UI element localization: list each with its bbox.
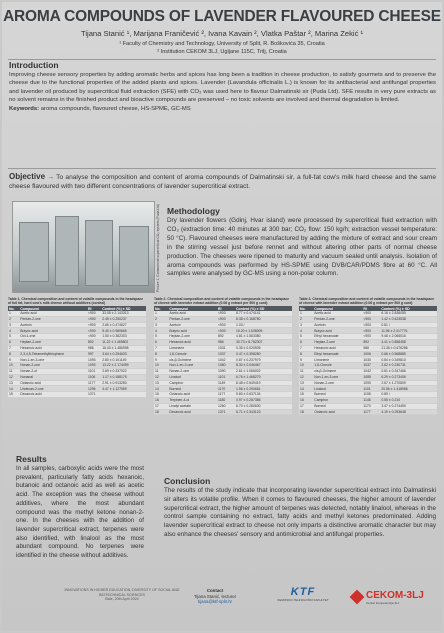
table-cell: 986: [87, 345, 101, 351]
table-cell: Nonan-2-one: [168, 368, 217, 374]
table-cell: Ethyl hexanoate: [313, 334, 362, 340]
table-cell: <900: [362, 316, 380, 322]
table-cell: Non-1-en-3-one: [19, 357, 87, 363]
ktf-logo-mark: KTF: [290, 586, 316, 598]
table-cell: 5: [8, 334, 19, 340]
table-cell: 892: [87, 339, 101, 345]
table-cell: 14: [154, 386, 168, 392]
photo-vessel: [85, 220, 113, 286]
table-cell: 7: [154, 345, 168, 351]
table-cell: 13: [299, 380, 313, 386]
introduction-text: [9, 71, 436, 113]
table-cell: 8.77 ± 0.474141: [235, 311, 292, 316]
table-cell: 8: [299, 351, 313, 357]
cekom-logo-mark: CEKOM-3LJ: [366, 590, 424, 601]
cekom-logo: [348, 588, 428, 608]
table-cell: 3.64 ± 0.254633: [101, 351, 146, 357]
divider: [8, 168, 436, 169]
table-cell: 0.61 ± 0.347466: [380, 368, 437, 374]
table-cell: 1: [8, 311, 19, 316]
table-cell: 1030: [362, 357, 380, 363]
authors: Tijana Stanić ¹, Marijana Franičević ², Ivana Kavain ², Vlatka Paštar ², Marina Zekić ¹: [80, 29, 364, 38]
table-cell: 1177: [362, 409, 380, 415]
table-cell: Heptan-2-one: [168, 334, 217, 340]
table-row: [8, 392, 146, 398]
table-cell: 1.42 ± 0.423538: [380, 316, 437, 322]
table-cell: 1177: [87, 380, 101, 386]
table-cell: Butyric acid: [19, 328, 87, 334]
table-cell: Octanoic acid: [168, 392, 217, 398]
table-cell: 0.66 ± 0.568885: [380, 351, 437, 357]
table-cell: 1.56 ± 0.290651: [235, 386, 292, 392]
table-cell: 9.46 ± 2.066016: [380, 334, 437, 340]
cekom-logo-icon: [350, 590, 365, 605]
table-cell: <900: [362, 334, 380, 340]
table-cell: 1180: [217, 397, 235, 403]
methodology-heading: Methodology: [167, 206, 220, 216]
table-cell: 0.97 ± 0.287386: [235, 397, 292, 403]
table-cell: 1090: [217, 368, 235, 374]
table-cell: 11: [8, 368, 19, 374]
table-cell: Hexanoic acid: [313, 345, 362, 351]
table-cell: 6.29 ± 0.273406: [380, 374, 437, 380]
table-cell: 14: [299, 386, 313, 392]
table-cell: 1037: [362, 363, 380, 369]
table-cell: 986: [362, 345, 380, 351]
table-cell: Terpinen-4-ol: [168, 397, 217, 403]
objective-heading: Objective: [9, 172, 46, 181]
table-cell: Nonan-2-one: [313, 380, 362, 386]
table-cell: 1371: [217, 409, 235, 415]
table-cell: 1260: [217, 403, 235, 409]
table-cell: 2.91 ± 0.913283: [101, 380, 146, 386]
table-cell: Borneol: [313, 392, 362, 398]
objective: [9, 172, 436, 191]
table-header-cell: Content (%) ± SD: [101, 306, 146, 311]
table-cell: 6.71 ± 0.343123: [235, 409, 292, 415]
table-cell: 892: [362, 339, 380, 345]
table-cell: 1,8-Cineole: [168, 351, 217, 357]
extraction-system-photo: [12, 201, 155, 293]
table-cell: 21.36 ± 0.676286: [380, 345, 437, 351]
photo-vessel: [119, 226, 149, 286]
table-cell: 3: [8, 322, 19, 328]
table-cell: 2: [299, 316, 313, 322]
table-cell: 997: [87, 351, 101, 357]
table-header-cell: Compound: [19, 306, 87, 311]
table-cell: 1.03 /: [235, 322, 292, 328]
table-cell: <900: [362, 311, 380, 316]
table-cell: Decanoic acid: [168, 409, 217, 415]
table-cell: 20.56 ± 1.418986: [380, 386, 437, 392]
table-header-cell: Compound: [168, 306, 217, 311]
table-caption: Table 3. Chemical composition and content of volatile compounds in the headspace of cheese with lavender extract addition (0.06 g extract per 500 g curd): [299, 297, 435, 305]
table-cell: 0.81 /: [380, 322, 437, 328]
table-cell: 10: [154, 363, 168, 369]
table-cell: 0.84 ± 0.349810: [380, 357, 437, 363]
table-cell: 1177: [217, 392, 235, 398]
table-caption: Table 2. Chemical composition and content of volatile compounds in the headspace of cheese with lavender extract addition (0.06 g extract per 500 g curd): [154, 297, 290, 305]
table-cell: 15: [299, 392, 313, 398]
table-cell: 5: [299, 334, 313, 340]
table-cell: 3: [154, 322, 168, 328]
table-cell: Linalyl acetate: [168, 403, 217, 409]
table-cell: 11: [154, 368, 168, 374]
table-cell: Pentan-2-one: [19, 316, 87, 322]
table-cell: 13: [8, 380, 19, 386]
table-cell: Acetic acid: [168, 311, 217, 316]
keywords: aroma compounds, flavoured cheese, HS-SPME, GC-MS: [40, 105, 191, 112]
table-cell: 4.81 ± 1.563380: [235, 334, 292, 340]
table-cell: 6.16 ± 2.838055: [380, 311, 437, 316]
table-cell: Non-1-en-3-one: [168, 363, 217, 369]
table-cell: 4.47 ± 1.127959: [101, 386, 146, 392]
table-cell: 8: [8, 351, 19, 357]
table-cell: Hexanoic acid: [19, 345, 87, 351]
table-cell: Acetoin: [313, 322, 362, 328]
table-cell: 1.50 ± 0.382303: [101, 334, 146, 340]
table-cell: Limonene: [313, 357, 362, 363]
table-cell: 1: [154, 311, 168, 316]
table-cell: 12: [8, 374, 19, 380]
table-cell: <900: [217, 328, 235, 334]
table-cell: 4.41 ± 0.858458: [380, 339, 437, 345]
table-cell: [101, 392, 146, 398]
table-cell: Decanoic acid: [19, 392, 87, 398]
table-cell: 6.76 ± 1.468279: [235, 374, 292, 380]
event-date: Bale, 20th April 2024: [105, 597, 139, 602]
table-header-cell: No.: [299, 306, 313, 311]
table-cell: 8: [154, 351, 168, 357]
table-caption: Table 1. Chemical composition and content of volatile compounds in the headspace of full fat, hard cow's milk cheese without additives (control): [8, 297, 144, 305]
table-cell: Camphor: [313, 397, 362, 403]
table-row: [154, 409, 292, 415]
table-cell: 1037: [217, 351, 235, 357]
results-heading: Results: [16, 454, 47, 464]
data-table: [154, 306, 292, 415]
table-cell: 16.43 ± 1.486998: [101, 345, 146, 351]
table-cell: 1042: [362, 368, 380, 374]
poster-title: AROMA COMPOUNDS OF LAVENDER FLAVOURED CHEESE: [3, 8, 441, 25]
methodology-text: Dry lavender flowers (Gdinj, Hvar island) were processed by supercritical fluid extraction with CO₂ (extraction time: 40 minutes at 300 bar; CO₂ flow: 150 kg/h; extraction vessel temperature: 50 °C). Flavoured cheeses were manufactured by adding the mixture of extract and sour cream in the stirring vessel just before rennet and without altering other parts of normal cheese production. The cheeses were ripened to maturity and vacuum sealed until analysis. Isolation of aroma compounds was performed by HS-SPME using DVB/CAR/PDMS fibre at 60 °C. All samples were analysed by GC-MS using a non-polar column.: [167, 217, 437, 278]
table-cell: 9.80 ± 0.637134: [235, 392, 292, 398]
table-cell: 16: [154, 397, 168, 403]
table-header-cell: RI: [217, 306, 235, 311]
table-cell: 4: [154, 328, 168, 334]
table-cell: 6: [299, 339, 313, 345]
table-cell: Hexanoic acid: [168, 339, 217, 345]
table-cell: <900: [217, 322, 235, 328]
table-cell: cis-β-Ocimene: [313, 368, 362, 374]
objective-text: → To analyse the composition and content of aroma compounds of Dalmatinski sir, a full-fat cow's milk hard cheese and the same cheese flavoured with two different concentrations of lavender supercritical extract.: [9, 174, 436, 190]
table-cell: 9.40 ± 0.980665: [101, 328, 146, 334]
poster: [2, 2, 442, 631]
table-row: [299, 409, 437, 415]
table-cell: 2: [154, 316, 168, 322]
table-cell: Heptan-2-one: [19, 339, 87, 345]
table-cell: Limonene: [168, 345, 217, 351]
table-cell: 9: [8, 357, 19, 363]
table-cell: 8.48 ± 0.549419: [235, 380, 292, 386]
table-cell: 1006: [362, 351, 380, 357]
table-cell: 4: [8, 328, 19, 334]
table-cell: Linalool: [313, 386, 362, 392]
table-cell: <900: [87, 322, 101, 328]
table-cell: 16: [299, 397, 313, 403]
table-cell: <900: [87, 328, 101, 334]
table-cell: 1093: [87, 357, 101, 363]
table-cell: 0.87 ± 0.237979: [235, 357, 292, 363]
table-cell: 1101: [217, 374, 235, 380]
table-cell: 11.22 ± 1.469802: [101, 339, 146, 345]
table-header-cell: No.: [8, 306, 19, 311]
table-cell: 2.67 ± 1.270809: [380, 380, 437, 386]
table-cell: 10: [299, 363, 313, 369]
table-cell: 1090: [362, 380, 380, 386]
table-cell: 12: [154, 374, 168, 380]
table-cell: Borneol: [168, 386, 217, 392]
affiliation-2: ² Institution CEKOM 3LJ, Ugljane 115C, Trilj, Croatia: [157, 49, 287, 55]
table-cell: Nonan-2-ol: [19, 368, 87, 374]
table-cell: 1080: [217, 363, 235, 369]
table-cell: cis-β-Ocimene: [168, 357, 217, 363]
table-cell: Oct-1-ene: [19, 334, 87, 340]
table-cell: 892: [217, 334, 235, 340]
table-cell: 1170: [362, 403, 380, 409]
table-cell: 33.08 ± 2.143313: [101, 311, 146, 316]
table-cell: 1146: [362, 397, 380, 403]
table-cell: 7: [8, 345, 19, 351]
table-cell: 1093: [87, 363, 101, 369]
table-cell: 1295: [87, 386, 101, 392]
divider: [8, 59, 436, 60]
ktf-logo-subtitle: KEMIJSKO-TEHNOLOŠKI FAKULTET: [277, 598, 329, 602]
affiliation-1: ¹ Faculty of Chemistry and Technology, University of Split, R. Boškovića 35, Croatia: [119, 41, 325, 47]
table-cell: 1371: [87, 392, 101, 398]
table-cell: Butyric acid: [168, 328, 217, 334]
table-2: [154, 297, 292, 415]
data-table: [299, 306, 437, 415]
table-header-cell: Compound: [313, 306, 362, 311]
table-cell: Octanoic acid: [19, 380, 87, 386]
table-cell: Undecan-2-one: [19, 386, 87, 392]
conclusion-text: The results of the study indicate that incorporating lavender supercritical extract into Dalmatinski sir alters its volatile profile. When it comes to flavoured cheeses, the higher amount of lavender supercritical extract, the higher amount of terpenes was detected, notably linalool, whereas in the control sample containing no extract, fatty acids and methyl ketones predominated. Adding lavender supercritical extract to cheese not only imparts a distinctive aromatic character but may also enhance the cheeses' sensory and antimicrobial and antifungal properties.: [164, 487, 436, 538]
table-header-cell: RI: [87, 306, 101, 311]
table-cell: 7: [299, 345, 313, 351]
table-cell: 9: [299, 357, 313, 363]
table-cell: Borneol: [313, 403, 362, 409]
table-3: [299, 297, 437, 415]
table-cell: 8.38 ± 0.168780: [235, 316, 292, 322]
table-cell: 15: [8, 392, 19, 398]
table-cell: 1,8-Cineole: [313, 363, 362, 369]
table-header-cell: Content (%) ± SD: [235, 306, 292, 311]
table-cell: 2,3,4,5-Tetramethylthiophene: [19, 351, 87, 357]
photo-vessel: [19, 222, 49, 282]
table-cell: 3: [299, 322, 313, 328]
table-cell: 6: [154, 339, 168, 345]
table-cell: 2.61 ± 1.066002: [235, 368, 292, 374]
conclusion-heading: Conclusion: [164, 476, 211, 486]
table-cell: 2.62 ± 0.230731: [380, 363, 437, 369]
table-header-cell: RI: [362, 306, 380, 311]
table-cell: 9: [154, 357, 168, 363]
table-cell: <900: [362, 322, 380, 328]
introduction-body: Improving cheese sensory properties by adding aromatic herbs and spices has long been a tradition in cheese production, to satisfy gourmets and to preserve the cheese due to the functional properties of the added plants and spices. Lavender (Lavandula officinalis L.) is known for its antibacterial and antifungal properties and lavender oil produced by supercritical fluid extraction (SFE) with CO₂ was used here to flavour Dalmatinski sir (Puda Ltd). SFE results in very pure extracts as no solvent remains in the finished product and bioactive compounds are preserved – no toxic solvents are involved and thermal degradation is limited.: [9, 72, 436, 104]
table-cell: <900: [217, 316, 235, 322]
table-cell: 1: [299, 311, 313, 316]
table-cell: Linalool: [168, 374, 217, 380]
table-cell: 6.70 ± 0.280630: [235, 403, 292, 409]
table-cell: <900: [362, 328, 380, 334]
table-cell: 3.47 ± 0.274450: [380, 403, 437, 409]
table-cell: 0.55 ± 0.210: [380, 397, 437, 403]
table-cell: Octanoic acid: [313, 409, 362, 415]
table-cell: Nonan-2-one: [19, 363, 87, 369]
table-cell: 13: [154, 380, 168, 386]
table-cell: 15: [154, 392, 168, 398]
table-cell: 1101: [362, 386, 380, 392]
table-header-cell: No.: [154, 306, 168, 311]
table-cell: 13.22 ± 2.174499: [101, 363, 146, 369]
event-name: INNOVATIONS IN HIGHER EDUCATION, DIVERSITY OF SOCIAL AND BIOTECHNICAL SCIENCES: [64, 588, 180, 597]
table-cell: Acetic acid: [19, 311, 87, 316]
table-cell: 1042: [217, 357, 235, 363]
table-cell: 1.17 ± 0.188175: [101, 374, 146, 380]
table-cell: 30.73 ± 8.782307: [235, 339, 292, 345]
photo-vessel: [55, 216, 79, 286]
contact-block: [160, 588, 270, 605]
table-cell: 986: [217, 339, 235, 345]
table-cell: 6: [8, 339, 19, 345]
table-cell: 11.96 ± 2.017776: [380, 328, 437, 334]
results-text: In all samples, carboxylic acids were the most prevalent, particularly fatty acids hexanoic, butanoic and octanoic acid as well as acetic acid. The exception was the cheese without additives, where the most abundant compound was the methyl ketone nonan-2-one. In the cheeses with the addition of lavender supercritical extract, terpenes were also identified, with linalool as the most abundant compound. No terpenes were identified in the cheese without additives.: [16, 465, 144, 560]
table-cell: 17: [154, 403, 168, 409]
photo-caption: Picture 1. Commercial supercritical CO₂ system (Puda Ltd): [156, 203, 160, 292]
table-cell: 0.35 ± 0.020505: [235, 345, 292, 351]
table-cell: 1106: [87, 374, 101, 380]
table-1: [8, 297, 146, 398]
table-cell: 2.45 ± 0.250237: [101, 316, 146, 322]
table-cell: 4: [299, 328, 313, 334]
keywords-label: Keywords:: [9, 105, 40, 112]
table-cell: 1085: [362, 374, 380, 380]
table-cell: 2.80 ± 0.101149: [101, 357, 146, 363]
table-cell: Ethyl hexanoate: [313, 351, 362, 357]
table-cell: 5: [154, 334, 168, 340]
table-cell: 2.66 ± 0.474627: [101, 322, 146, 328]
table-cell: 18: [299, 409, 313, 415]
table-cell: 1031: [217, 345, 235, 351]
ktf-logo: [268, 586, 338, 602]
table-cell: Pentan-2-one: [168, 316, 217, 322]
table-cell: <900: [217, 311, 235, 316]
table-header-cell: Content (%) ± SD: [380, 306, 437, 311]
table-cell: 1149: [217, 380, 235, 386]
table-cell: 8.30 ± 0.046467: [235, 363, 292, 369]
table-cell: Acetoin: [168, 322, 217, 328]
table-cell: Heptan-2-one: [313, 339, 362, 345]
table-cell: Butyric acid: [313, 328, 362, 334]
table-cell: 2.69 ± 0.337922: [101, 368, 146, 374]
table-cell: 11: [299, 368, 313, 374]
table-cell: <900: [87, 311, 101, 316]
table-cell: 10: [8, 363, 19, 369]
table-cell: 3.47 ± 0.398280: [235, 351, 292, 357]
table-cell: 1101: [87, 368, 101, 374]
table-cell: 14: [8, 386, 19, 392]
cekom-logo-subtitle: Centar kompetencija 3LJ: [366, 601, 400, 605]
table-cell: 4.19 ± 0.293648: [380, 409, 437, 415]
table-cell: 17: [299, 403, 313, 409]
introduction-heading: Introduction: [9, 60, 59, 70]
table-cell: Non-1-en-3-one: [313, 374, 362, 380]
table-cell: Pentan-2-one: [313, 316, 362, 322]
table-cell: 15.20 ± 1.638009: [235, 328, 292, 334]
contact-name: Tijana Stanić, lecturer: [193, 593, 237, 599]
data-table: [8, 306, 146, 398]
table-cell: Camphor: [168, 380, 217, 386]
table-cell: Acetic acid: [313, 311, 362, 316]
table-cell: <900: [87, 316, 101, 322]
table-cell: 1108: [362, 392, 380, 398]
table-cell: <900: [87, 334, 101, 340]
contact-label: Contact: [206, 588, 224, 593]
table-cell: 1170: [217, 386, 235, 392]
table-cell: Nonanal: [19, 374, 87, 380]
table-cell: 0.89 /: [380, 392, 437, 398]
contact-email[interactable]: tijana@ktf-split.hr: [198, 599, 232, 604]
table-cell: 2: [8, 316, 19, 322]
table-cell: Acetoin: [19, 322, 87, 328]
table-cell: 18: [154, 409, 168, 415]
table-cell: 12: [299, 374, 313, 380]
